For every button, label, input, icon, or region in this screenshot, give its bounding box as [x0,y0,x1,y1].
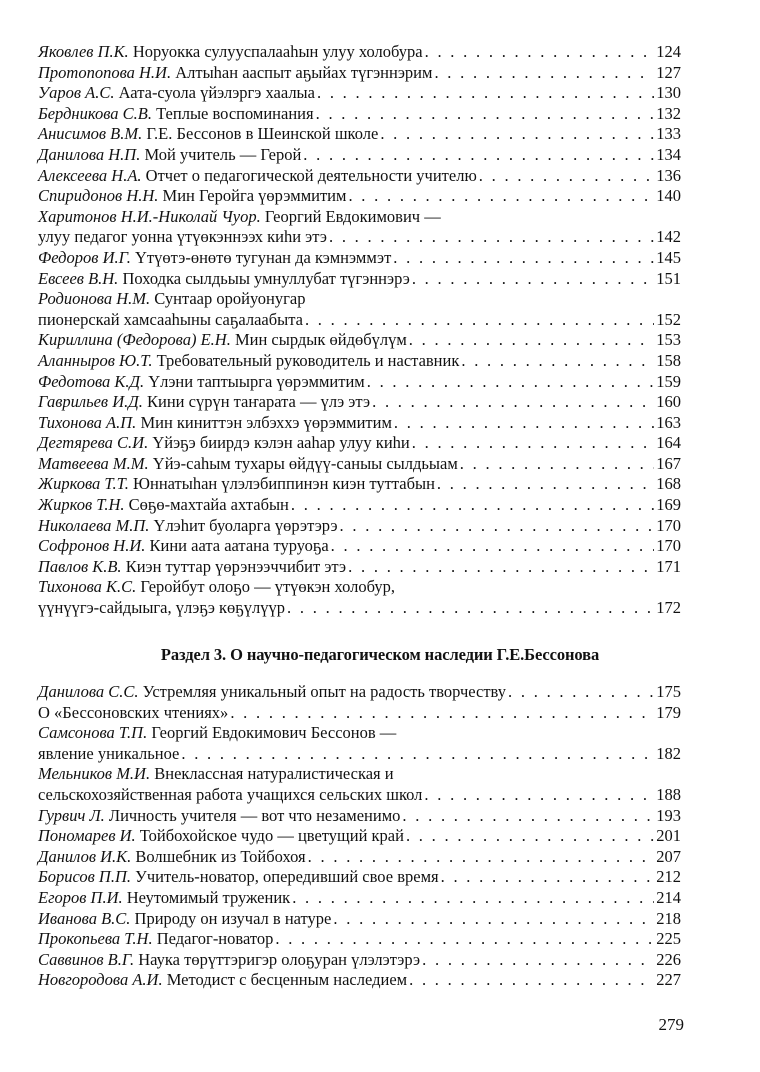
toc-page-number: 226 [656,949,681,969]
toc-entry [38,806,681,827]
toc-page-number: 169 [656,495,681,515]
toc-page-number: 130 [656,83,681,103]
toc-entry-line [38,703,681,724]
toc-author: Павлов К.В. [38,556,122,576]
toc-entry-text [38,495,289,516]
toc-entry-text [38,330,407,351]
toc-title: Личность учителя — вот что незаменимо [108,805,401,825]
toc-section-3-list [38,682,681,991]
toc-title: Волшебник из Тойбохоя [135,846,306,866]
toc-entry-line [38,764,681,785]
toc-page-number: 151 [656,268,681,288]
dot-leader [460,454,654,475]
toc-entry-text [38,888,290,909]
toc-entry [38,83,681,104]
toc-entry-line [38,433,681,454]
toc-entry [38,764,681,805]
toc-entry [38,703,681,724]
toc-author: Тихонова А.П. [38,412,137,432]
toc-title: Требовательный руководитель и наставник [156,350,460,370]
toc-entry-text [38,598,285,619]
toc-entry-line [38,536,681,557]
dot-leader [393,248,654,269]
toc-page-number: 158 [656,350,681,370]
toc-page-number: 164 [656,433,681,453]
toc-entry-line [38,207,681,228]
toc-page-number: 182 [656,743,681,763]
dot-leader [329,227,654,248]
toc-title: Сөҕө-махтайа ахтабын [128,495,289,515]
toc-title: Кини сүрүн таҥарата — үлэ этэ [147,392,371,412]
toc-author: Николаева М.П. [38,515,150,535]
toc-entry [38,166,681,187]
toc-entry [38,351,681,372]
dot-leader [422,950,654,971]
toc-entry [38,682,681,703]
toc-author: Мельников М.И. [38,764,151,784]
toc-entry-text [38,124,378,145]
toc-author: Яковлев П.К. [38,42,129,61]
toc-title: Внеклассная натуралистическая и [154,764,394,784]
toc-entry-line [38,723,681,744]
toc-author: Софронов Н.И. [38,536,146,556]
toc-title: Педагог-новатор [156,929,274,949]
toc-entry-text [38,145,301,166]
toc-entry-text [38,63,432,84]
toc-title: Неутомимый труженик [126,887,291,907]
toc-page-number: 142 [656,227,681,247]
toc-entry-line [38,392,681,413]
toc-entry-line [38,351,681,372]
toc-entry-line [38,682,681,703]
toc-title: Аата-суола үйэлэргэ хаалыа [118,83,315,103]
toc-author: Самсонова Т.П. [38,723,148,743]
toc-title: О «Бессоновских чтениях» [38,702,229,722]
toc-entry [38,516,681,537]
toc-title: Природу он изучал в натуре [134,908,332,928]
toc-author: Егоров П.И. [38,887,123,907]
toc-title: Георгий Евдокимович — [264,206,441,226]
toc-entry-line [38,744,681,765]
toc-title: Наука төрүттэригэр олоҕуран үлэлэтэрэ [138,949,421,969]
dot-leader [181,744,654,765]
toc-entry-line [38,454,681,475]
toc-title: Үйэ-саһым тухары өйдүү-саныы сылдьыам [152,453,458,473]
dot-leader [291,495,654,516]
toc-entry [38,867,681,888]
dot-leader [230,703,654,724]
toc-author: Аланныров Ю.Т. [38,350,153,370]
toc-title: Тойбохойское чудо — цветущий край [139,826,404,846]
toc-entry-text [38,248,391,269]
toc-entry-line [38,248,681,269]
dot-leader [412,269,654,290]
toc-entry-line [38,145,681,166]
dot-leader [340,516,655,537]
toc-title: Үлэни таптыырга үөрэммитим [148,371,365,391]
toc-entry-line [38,577,681,598]
toc-entry-text [38,289,305,310]
toc-page-number: 140 [656,186,681,206]
toc-entry [38,104,681,125]
toc-page-number: 175 [656,682,681,701]
toc-page-number: 171 [656,556,681,576]
toc-entry-line [38,42,681,63]
toc-entry-text [38,806,400,827]
toc-entry-line [38,413,681,434]
toc-entry [38,495,681,516]
toc-entry [38,950,681,971]
toc-page-number: 153 [656,330,681,350]
toc-entry-text [38,207,441,228]
toc-author: Гурвич Л. [38,805,105,825]
toc-author: Федоров И.Г. [38,247,131,267]
toc-entry-text [38,186,346,207]
dot-leader [348,557,654,578]
toc-entry [38,372,681,393]
toc-title: Үтүөтэ-өнөтө тугунан да кэмнэммэт [135,247,392,267]
toc-entry [38,63,681,84]
toc-page-number: 227 [656,970,681,990]
toc-entry-text [38,703,228,724]
toc-entry-text [38,413,392,434]
toc-title: Кини аата аатана туруоҕа [149,536,329,556]
toc-entry-line [38,227,681,248]
dot-leader [316,104,655,125]
toc-entry-text [38,970,407,991]
dot-leader [479,166,654,187]
toc-entry [38,970,681,991]
dot-leader [424,785,654,806]
toc-entry [38,929,681,950]
toc-entry-line [38,847,681,868]
dot-leader [333,909,654,930]
toc-page-number: 160 [656,392,681,412]
toc-author: Иванова В.С. [38,908,131,928]
section-heading: Раздел 3. О научно-педагогическом наследии Г.Е.Бессонова [160,645,600,664]
toc-entry-line [38,888,681,909]
dot-leader [367,372,655,393]
toc-entry [38,723,681,764]
toc-entry-text [38,372,365,393]
toc-title: Отчет о педагогической деятельности учителю [145,165,477,185]
toc-author: Матвеева М.М. [38,453,149,473]
toc-entry-line [38,83,681,104]
toc-entry-text [38,454,458,475]
toc-title: Методист с бесценным наследием [166,970,408,990]
toc-entry [38,330,681,351]
toc-entry-line [38,950,681,971]
toc-title: Мин Геройга үөрэммитим [162,186,347,206]
toc-title: Сунтаар оройуонугар [154,289,306,309]
toc-entry [38,474,681,495]
toc-page-number: 134 [656,144,681,164]
dot-leader [409,330,654,351]
toc-author: Дегтярева С.И. [38,433,149,453]
toc-entry-text [38,227,327,248]
dot-leader [394,413,654,434]
toc-entry [38,207,681,248]
toc-entry-text [38,744,179,765]
toc-entry-text [38,351,459,372]
toc-title: Алтыһан ааспыт аҕыйах түгэннэрим [175,62,433,82]
toc-author: Борисов П.П. [38,867,132,887]
toc-entry-line [38,474,681,495]
toc-entry-text [38,764,394,785]
toc-entry-text [38,577,395,598]
dot-leader [287,598,654,619]
toc-entry-line [38,929,681,950]
toc-author: Бердникова С.В. [38,103,152,123]
toc-entry-text [38,269,410,290]
dot-leader [412,433,655,454]
toc-entry [38,289,681,330]
toc-entry-line [38,63,681,84]
toc-author: Харитонов Н.И.-Николай Чуор. [38,206,261,226]
toc-entry-line [38,785,681,806]
toc-entry-text [38,929,273,950]
toc-entry-line [38,269,681,290]
toc-entry-line [38,166,681,187]
toc-entry-line [38,867,681,888]
dot-leader [372,392,654,413]
toc-entry-line [38,970,681,991]
toc-entry [38,124,681,145]
toc-entry [38,413,681,434]
toc-author: Саввинов В.Г. [38,949,135,969]
toc-page-number: 168 [656,474,681,494]
toc-title: Теплые воспоминания [156,103,314,123]
toc-title: Мин сырдык өйдөбүлүм [234,330,407,350]
toc-page-number: 193 [656,805,681,825]
toc-page-number: 167 [656,453,681,473]
page-number: 279 [658,1015,684,1034]
toc-entry [38,269,681,290]
toc-entry-line [38,124,681,145]
toc-entry-text [38,682,506,703]
toc-entry [38,909,681,930]
toc-title: үүнүүгэ-сайдыыга, үлэҕэ көҕүлүүр [38,598,286,618]
toc-author: Новгородова А.И. [38,970,163,990]
toc-entry-line [38,372,681,393]
toc-author: Жиркова Т.Т. [38,474,129,494]
toc-title: Мин киниттэн элбэххэ үөрэммитим [140,412,392,432]
toc-title: Геройбут олоҕо — үтүөкэн холобур, [140,577,396,597]
toc-author: Протопопова Н.И. [38,62,172,82]
toc-entry-text [38,83,315,104]
toc-entry-text [38,557,346,578]
toc-author: Данилова Н.П. [38,144,141,164]
dot-leader [275,929,654,950]
toc-author: Евсеев В.Н. [38,268,119,288]
toc-entry-text [38,433,410,454]
toc-author: Федотова К.Д. [38,371,145,391]
toc-entry-text [38,909,331,930]
toc-entry-text [38,826,404,847]
toc-page-number: 218 [656,908,681,928]
toc-author: Данилова С.С. [38,682,139,701]
dot-leader [305,310,654,331]
toc-page-number: 207 [656,846,681,866]
dot-leader [406,826,654,847]
toc-entry [38,392,681,413]
toc-entry-text [38,42,423,63]
toc-entry [38,557,681,578]
toc-title: улуу педагог уонна үтүөкэннээх киһи этэ [38,227,327,247]
toc-title: пионерскай хамсааһыны саҕалаабыта [38,309,303,329]
toc-entry [38,826,681,847]
toc-page-number: 212 [656,867,681,887]
dot-leader [317,83,654,104]
toc-entry-text [38,392,370,413]
toc-entry-text [38,474,435,495]
toc-page-number: 133 [656,124,681,144]
toc-author: Прокопьева Т.Н. [38,929,153,949]
toc-entry-line [38,310,681,331]
dot-leader [303,145,654,166]
toc-page-number: 132 [656,103,681,123]
toc-section-2-list [38,42,681,619]
dot-leader [380,124,654,145]
toc-page-number: 170 [656,515,681,535]
toc-title: сельскохозяйственная работа учащихся сельских школ [38,784,423,804]
toc-entry-text [38,785,422,806]
toc-entry-line [38,598,681,619]
toc-entry [38,847,681,868]
toc-entry-text [38,516,338,537]
toc-title: явление уникальное [38,743,180,763]
toc-title: Юннатыһан үлэлэбиппинэн киэн туттабын [133,474,435,494]
dot-leader [402,806,654,827]
dot-leader [292,888,654,909]
dot-leader [508,682,654,703]
toc-entry-line [38,557,681,578]
toc-author: Уаров А.С. [38,83,115,103]
toc-page-number: 214 [656,887,681,907]
toc-title: Мой учитель — Герой [144,144,302,164]
dot-leader [308,847,655,868]
toc-page-number: 170 [656,536,681,556]
toc-entry-text [38,950,420,971]
toc-title: Устремляя уникальный опыт на радость творчеству [142,682,507,701]
toc-title: Г.Е. Бессонов в Шеинской школе [146,124,379,144]
dot-leader [331,536,655,557]
toc-page-number: 225 [656,929,681,949]
toc-page-number: 145 [656,247,681,267]
toc-author: Жирков Т.Н. [38,495,125,515]
toc-page-number: 159 [656,371,681,391]
toc-entry-line [38,516,681,537]
toc-title: Походка сылдьыы умнуллубат түгэннэрэ [122,268,410,288]
toc-author: Тихонова К.С. [38,577,137,597]
toc-entry-text [38,723,396,744]
toc-page-number: 124 [656,42,681,61]
toc-page-number: 163 [656,412,681,432]
toc-page-number: 172 [656,598,681,618]
toc-author: Алексеева Н.А. [38,165,142,185]
toc-entry-line [38,826,681,847]
toc-entry-line [38,909,681,930]
toc-title: Үлэһит буоларга үөрэтэрэ [153,515,338,535]
toc-author: Родионова Н.М. [38,289,151,309]
toc-title: Норуокка сулууспалааһын улуу холобура [132,42,423,61]
toc-page-number: 179 [656,702,681,722]
toc-page-number: 201 [656,826,681,846]
toc-page-number: 152 [656,309,681,329]
toc-author: Пономарев И. [38,826,136,846]
toc-page-number: 188 [656,784,681,804]
toc-title: Киэн туттар үөрэнээччибит этэ [125,556,347,576]
toc-entry [38,577,681,618]
toc-author: Кириллина (Федорова) Е.Н. [38,330,231,350]
toc-entry-text [38,310,303,331]
toc-entry [38,42,681,63]
toc-author: Спиридонов Н.Н. [38,186,159,206]
toc-entry-text [38,104,314,125]
toc-author: Данилов И.К. [38,846,132,866]
dot-leader [437,474,654,495]
toc-entry [38,186,681,207]
toc-author: Гаврильев И.Д. [38,392,143,412]
toc-entry [38,888,681,909]
toc-entry [38,433,681,454]
toc-author: Анисимов В.М. [38,124,143,144]
toc-entry-text [38,867,439,888]
toc-entry-text [38,166,477,187]
toc-entry [38,454,681,475]
toc-page-number: 127 [656,62,681,82]
toc-title: Учитель-новатор, опередивший свое время [135,867,439,887]
toc-entry-line [38,806,681,827]
toc-title: Үйэҕэ биирдэ кэлэн ааһар улуу киһи [152,433,410,453]
dot-leader [348,186,654,207]
toc-entry-text [38,847,306,868]
toc-entry-line [38,495,681,516]
dot-leader [409,970,654,991]
toc-title: Георгий Евдокимович Бессонов — [151,723,397,743]
toc-entry [38,145,681,166]
toc-entry-line [38,104,681,125]
toc-entry [38,536,681,557]
dot-leader [425,42,655,63]
dot-leader [441,867,655,888]
toc-page-number: 136 [656,165,681,185]
toc-entry-line [38,330,681,351]
toc-entry-line [38,289,681,310]
dot-leader [434,63,654,84]
toc-entry-line [38,186,681,207]
toc-entry [38,248,681,269]
dot-leader [461,351,654,372]
toc-entry-text [38,536,329,557]
